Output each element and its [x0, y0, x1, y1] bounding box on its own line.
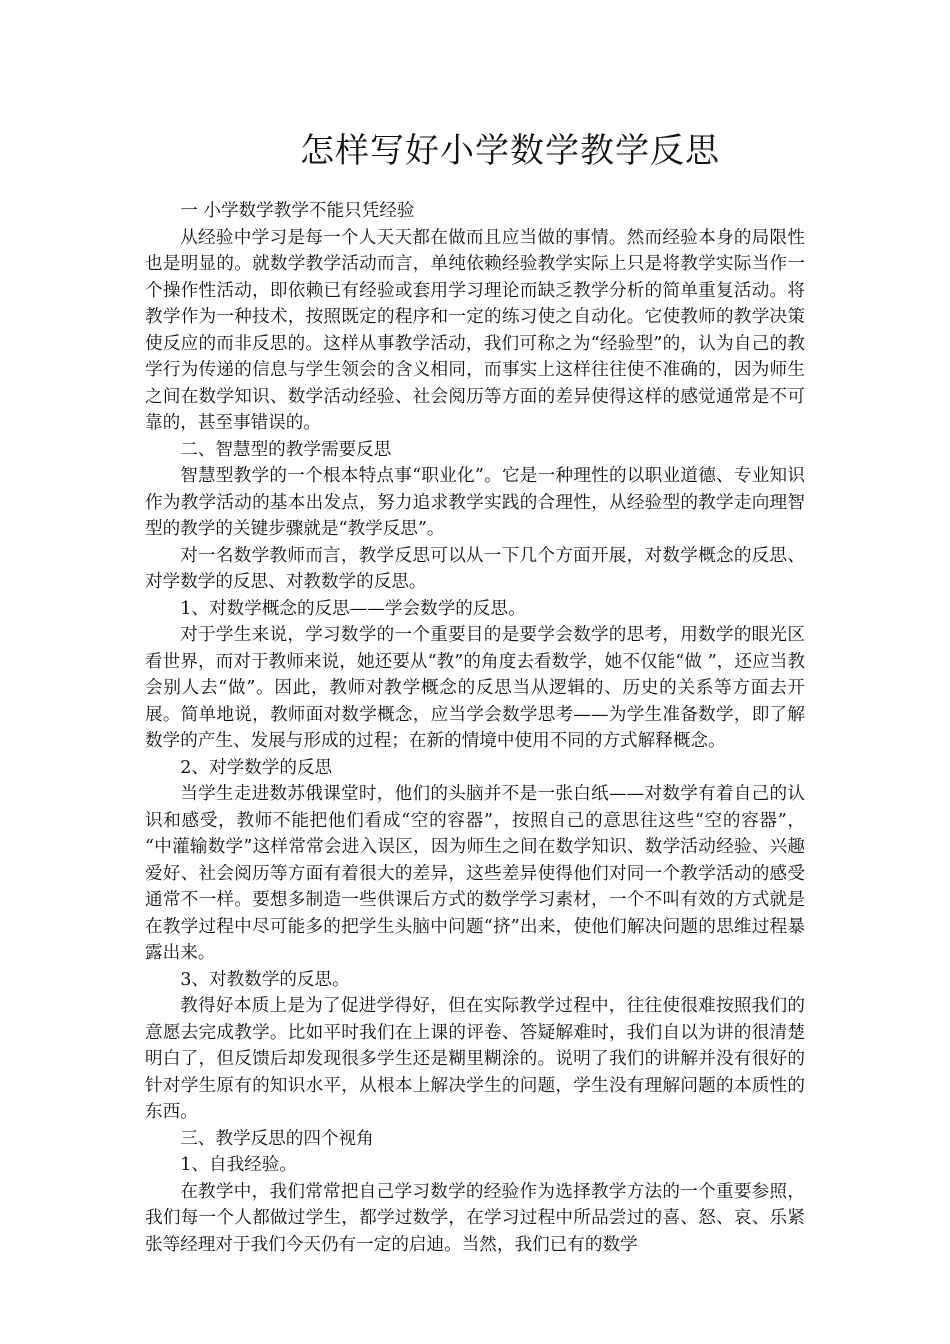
- subheading-concept-reflection: 1、对数学概念的反思——学会数学的反思。: [180, 598, 526, 619]
- subheading-self-experience: 1、自我经验。: [180, 1155, 297, 1175]
- heading-section-3: 三、教学反思的四个视角: [180, 1128, 374, 1149]
- document-title: 怎样写好小学数学教学反思: [300, 131, 720, 171]
- paragraph: 当学生走进数苏俄课堂时，他们的头脑并不是一张白纸——对数学有着自己的认识和感受，教师不能把他们看成“空的容器”，按照自己的意思往这些“空的容器”， “中灌输数学”这样常常会进入误区，因为师生之间在数学知识、数学活动经验、兴趣爱好、社会阅历等方面有着很大的差异，这些差异使得他们对同一个教学活动的感受通常不一样。要想多制造一些供课后方式的数学学习素材，一个不叫有效的方式就是在教学过程中尽可能多的把学生头脑中问题“挤”出来，使他们解决问题的思维过程暴露出来。: [145, 784, 811, 963]
- paragraph: 从经验中学习是每一个人天天都在做而且应当做的事情。然而经验本身的局限性也是明显的。就数学教学活动而言，单纯依赖经验教学实际上只是将教学实际当作一个操作性活动，即依赖已有经验或套用学习理论而缺乏教学分析的简单重复活动。将教学作为一种技术，按照既定的程序和一定的练习使之自动化。它使教师的教学决策使反应的而非反思的。这样从事教学活动，我们可称之为“经验型”的，认为自己的教学行为传递的信息与学生领会的含义相同，而事实上这样往往使不准确的，因为师生之间在数学知识、数学活动经验、社会阅历等方面的差异使得这样的感觉通常是不可靠的，甚至事错误的。: [145, 227, 805, 433]
- heading-section-2: 二、智慧型的教学需要反思: [180, 439, 392, 460]
- paragraph: 对一名数学教师而言，教学反思可以从一下几个方面开展，对数学概念的反思、对学数学的反思、对教数学的反思。: [145, 545, 805, 592]
- document-body: [145, 198, 811, 1258]
- heading-section-1: 一 小学数学教学不能只凭经验: [180, 201, 415, 221]
- paragraph: 在教学中，我们常常把自己学习数学的经验作为选择教学方法的一个重要参照，我们每一个人都做过学生，都学过数学，在学习过程中所品尝过的喜、怒、哀、乐紧张等经理对于我们今天仍有一定的启迪。当然，我们已有的数学: [145, 1181, 805, 1255]
- subheading-teaching-reflection: 3、对教数学的反思。: [180, 969, 350, 990]
- subheading-learning-reflection: 2、对学数学的反思: [180, 757, 333, 778]
- paragraph: 教得好本质上是为了促进学得好，但在实际教学过程中，往往使很难按照我们的意愿去完成教学。比如平时我们在上课的评卷、答疑解难时，我们自以为讲的很清楚明白了，但反馈后却发现很多学生还是糊里糊涂的。说明了我们的讲解并没有很好的针对学生原有的知识水平，从根本上解决学生的问题，学生没有理解问题的本质性的东西。: [145, 996, 805, 1122]
- paragraph: 智慧型教学的一个根本特点事“职业化”。它是一种理性的以职业道德、专业知识作为教学活动的基本出发点，努力追求教学实践的合理性，从经验型的教学走向理智型的教学的关键步骤就是“教学反思”。: [145, 466, 805, 539]
- paragraph: 对于学生来说，学习数学的一个重要目的是要学会数学的思考，用数学的眼光区看世界，而对于教师来说，她还要从“教”的角度去看数学，她不仅能“做 ”，还应当教会别人去“做”。因此，教师对教学概念的反思当从逻辑的、历史的关系等方面去开展。简单地说，教师面对数学概念，应当学会数学思考——为学生准备数学，即了解数学的产生、发展与形成的过程；在新的情境中使用不同的方式解释概念。: [145, 625, 805, 751]
